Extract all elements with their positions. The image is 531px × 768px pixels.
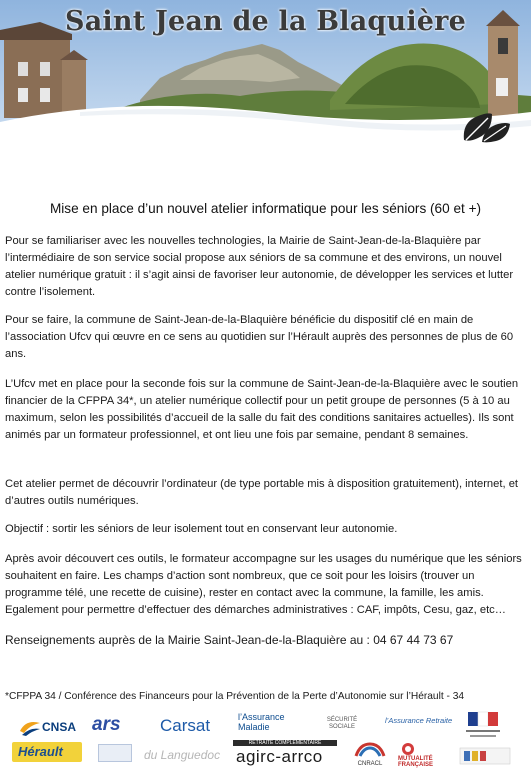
agirc-band: RETRAITE COMPLÉMENTAIRE [233,740,337,746]
header-banner [0,0,531,152]
agirc-arrco-logo: agirc-arrco [236,747,323,766]
banner-title: Saint Jean de la Blaquière [65,6,466,37]
ars-logo: ars [92,714,121,735]
republique-francaise-logo [458,710,508,744]
paragraph-intro: Pour se familiariser avec les nouvelles technologies, la Mairie de Saint-Jean-de-la-Blaquière par l’intermédiaire de son service social propose aux séniors de sa commune et des environs, un nouvel atelier numérique gratuit : il s’agit ainsi de favoriser leur autonomie, de développer les services et lutter contre l’isolement. [5,235,514,298]
herault-label: Hérault [18,744,63,759]
partner-logo-right [458,746,512,766]
assurance-maladie-logo: l’Assurance Maladie [238,712,285,732]
partner-logos [0,708,531,768]
carsat-logo: Carsat [160,716,211,735]
leaf-pair-icon [458,110,512,144]
article-heading: Mise en place d’un nouvel atelier informatique pour les séniors (60 et +) [49,201,482,216]
paragraph-ordinateur: Cet atelier permet de découvrir l’ordinateur (de type portable mis à disposition gratuitement), internet, et d’autres outils numériques. [5,478,519,507]
securite-sociale-logo: SÉCURITÉ SOCIALE [326,717,358,730]
mutualite-francaise-logo [398,742,438,766]
paragraph-objectif: Objectif : sortir les séniors de leur isolement tout en conservant leur autonomie. [5,523,398,535]
cnsa-mark-icon [18,717,42,737]
mutualite-mark-icon [398,742,418,756]
assurance-retraite-logo: l’Assurance Retraite [385,716,453,725]
contact-line: Renseignements auprès de la Mairie Saint-Jean-de-la-Blaquière au : 04 67 44 73 67 [5,633,454,647]
cnracl-label: CNRACL [357,761,383,766]
cnracl-logo [350,740,390,766]
languedoc-logo: du Languedoc [144,748,221,762]
paragraph-atelier: L’Ufcv met en place pour la seconde fois sur la commune de Saint-Jean-de-la-Blaquière avec le soutien financier de la CFPPA 34*, un atelier numérique collectif pour un petit groupe de personnes (5 à 10 au maximum, selon les possibilités d’accueil de la salle du fait des conditions sanitaires actuelles). Ils sont animés par un formateur professionnel, et ont lieu une fois par semaine, pendant 8 semaines. [5,378,519,441]
blue-square-logo [98,744,132,762]
cnsa-logo [18,717,78,737]
paragraph-usages: Après avoir découvert ces outils, le formateur accompagne sur les usages du numérique que les séniors souhaitent en faire. Les champs d’action sont nombreux, que ce soit pour les loisirs (trouver un programme télé, une recette de cuisine), rester en contact avec la commune, la famille, les amis. Egalement pour permettre d’effectuer des démarches administratives : CAF, impôts, Cesu, gaz, etc… [5,553,522,616]
cnsa-label: CNSA [42,720,77,734]
footnote: *CFPPA 34 / Conférence des Financeurs pour la Prévention de la Perte d’Autonomie sur l’Hérault - 34 [5,691,465,702]
paragraph-ufcv: Pour se faire, la commune de Saint-Jean-de-la-Blaquière bénéficie du dispositif clé en main de l’association Ufcv qui œuvre en ce sens au quotidien sur l’Hérault auprès des personnes de plus de 60 ans. [5,314,514,360]
mutualite-label: MUTUALITÉ FRANÇAISE [398,756,434,768]
herault-logo [12,742,82,762]
